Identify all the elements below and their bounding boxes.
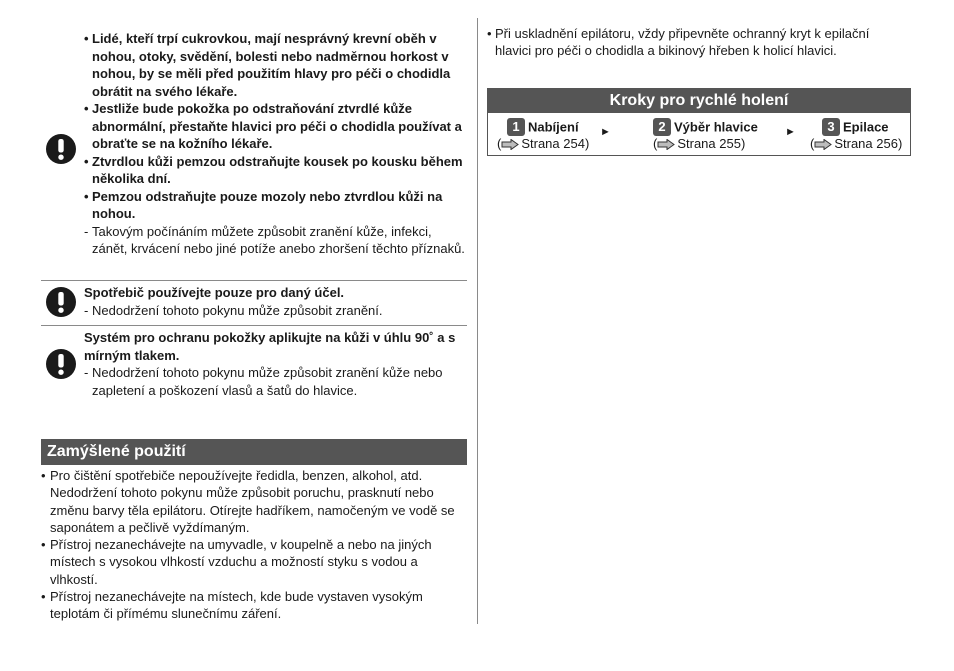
quick-steps-heading: Kroky pro rychlé holení [488, 89, 910, 113]
storage-note-list [487, 25, 907, 60]
exclamation-icon [46, 349, 76, 379]
page-reference-text: Strana 254 [521, 136, 585, 151]
arrow-right-icon: ► [785, 126, 796, 138]
step-3 [810, 118, 902, 154]
list-item: • Přístroj nezanechávejte na místech, kde bude vystaven vysokým teplotám či přímému slunečnímu záření. [41, 588, 467, 623]
warning-block-diabetes [41, 30, 467, 278]
warning-bullet: • Jestliže bude pokožka po odstraňování ztvrdlé kůže abnormální, přestaňte hlavici pro péči o chodidla používat a obraťte se na kožního lékaře. [84, 100, 467, 153]
intended-use-list [41, 467, 467, 623]
warning-text [84, 284, 467, 319]
page-reference[interactable]: ( Strana 254) [497, 136, 589, 154]
list-item: • Při uskladnění epilátoru, vždy připevněte ochranný kryt k epilační hlavici pro péči o chodidla a bikinový hřeben k holicí hlavici. [487, 25, 907, 60]
page-reference-text: Strana 256 [834, 136, 898, 151]
arrow-right-icon: ► [600, 126, 611, 138]
warning-title: Systém pro ochranu pokožky aplikujte na kůži v úhlu 90˚ a s mírným tlakem. [84, 330, 456, 363]
exclamation-icon [46, 134, 76, 164]
page-reference[interactable]: ( Strana 255) [653, 136, 758, 154]
step-number: 1 [507, 118, 525, 136]
warning-note: - Takovým počínáním můžete způsobit zranění kůže, infekci, zánět, krvácení nebo jiné potíže anebo zhoršení těchto příznaků. [84, 223, 467, 258]
page-reference-text: Strana 255 [677, 136, 741, 151]
step-number: 3 [822, 118, 840, 136]
quick-steps-box [487, 88, 911, 156]
warning-bullet: • Pemzou odstraňujte pouze mozoly nebo ztvrdlou kůži na nohou. [84, 188, 467, 223]
step-number: 2 [653, 118, 671, 136]
separator [41, 325, 467, 326]
warning-block-skin-guard [41, 329, 467, 401]
separator [41, 280, 467, 281]
warning-bullet: • Lidé, kteří trpí cukrovkou, mají nesprávný krevní oběh v nohou, otoky, svědění, bolesti nebo nadměrnou horkost v nohou, by se měli před použitím hlavy pro péči o chodidla obrátit na svého lékaře. [84, 30, 467, 100]
step-1 [497, 118, 589, 154]
exclamation-icon [46, 287, 76, 317]
warning-block-purpose [41, 284, 467, 322]
warning-text [84, 30, 467, 258]
pointing-hand-icon [501, 138, 519, 154]
pointing-hand-icon [814, 138, 832, 154]
list-item: • Pro čištění spotřebiče nepoužívejte ředidla, benzen, alkohol, atd. Nedodržení tohoto pokynu může způsobit poruchu, prasknutí nebo změnu barvy těla epilátoru. Otírejte hadříkem, namočeným ve vodě se saponátem a pečlivě vyždímaným. [41, 467, 467, 536]
page-reference[interactable]: ( Strana 256) [810, 136, 902, 154]
step-title: Nabíjení [528, 119, 579, 135]
step-title: Výběr hlavice [674, 119, 758, 135]
warning-text [84, 329, 467, 399]
list-item: • Přístroj nezanechávejte na umyvadle, v koupelně a nebo na jiných místech s vysokou vlhkostí vzduchu a možností styku s vodou a vlhkostí. [41, 536, 467, 588]
pointing-hand-icon [657, 138, 675, 154]
warning-bullet: • Ztvrdlou kůži pemzou odstraňujte kousek po kousku během několika dní. [84, 153, 467, 188]
step-title: Epilace [843, 119, 889, 135]
warning-title: Spotřebič používejte pouze pro daný účel. [84, 285, 345, 300]
warning-note: - Nedodržení tohoto pokynu může způsobit zranění kůže nebo zapletení a poškození vlasů a šatů do hlavice. [84, 364, 467, 399]
step-2 [653, 118, 758, 154]
warning-note: - Nedodržení tohoto pokynu může způsobit zranění. [84, 302, 467, 320]
section-heading-intended-use: Zamýšlené použití [41, 439, 467, 465]
column-divider [477, 18, 478, 624]
